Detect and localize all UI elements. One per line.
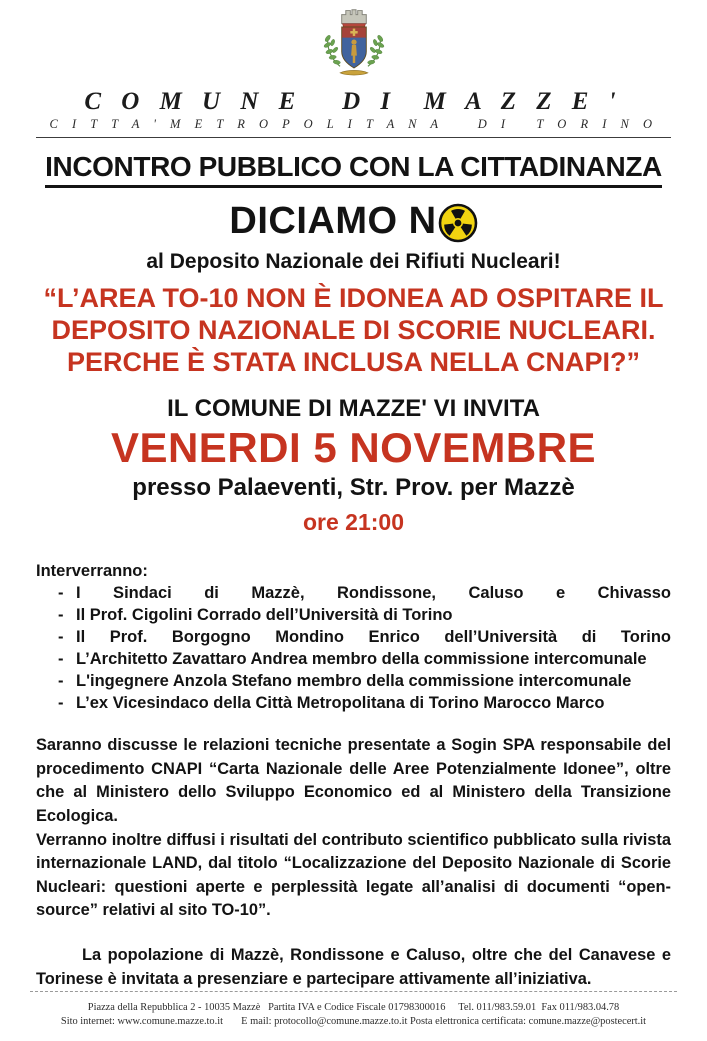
footer-divider: [30, 991, 677, 992]
bullet-dash: -: [58, 672, 64, 691]
body-paragraph-1: Saranno discusse le relazioni tecniche presentate a Sogin SPA responsabile del procedimento CNAPI “Carta Nazionale delle Aree Potenzialmente Idonee”, oltre che al Ministero dello Sviluppo Economico ed al Ministero della Transizione Ecologica.: [36, 736, 671, 825]
scroll-shape: [340, 70, 368, 75]
bullet-dash: -: [58, 584, 64, 603]
speaker-name: L’ex Vicesindaco della Città Metropolitana di Torino Marocco Marco: [76, 694, 605, 713]
speakers-heading: Interverranno:: [36, 562, 148, 581]
list-item: [36, 693, 671, 715]
list-item: [36, 627, 671, 649]
crown-shape: [341, 10, 366, 24]
footer-address-line: Piazza della Repubblica 2 - 10035 Mazzè Partita IVA e Codice Fiscale 01798300016 Tel. 011/983.59.01 Fax 011/983.04.78: [87, 1002, 620, 1014]
closing-paragraph: La popolazione di Mazzè, Rondissone e Caluso, oltre che del Canavese e Torinese è invitata a presenziare e partecipare attivamente all’iniziativa.: [36, 946, 671, 988]
bullet-dash: -: [58, 694, 64, 713]
speaker-name: L’Architetto Zavattaro Andrea membro della commissione intercomunale: [76, 650, 647, 669]
banner: [36, 151, 671, 188]
letterhead: [36, 4, 671, 138]
laurel-branch-right: [367, 34, 384, 66]
quote-line-3: PERCHE È STATA INCLUSA NELLA CNAPI?”: [67, 347, 640, 378]
event-venue: presso Palaeventi, Str. Prov. per Mazzè: [132, 474, 575, 502]
speakers-list: [36, 583, 671, 715]
invitation-intro: IL COMUNE DI MAZZE' VI INVITA: [167, 395, 540, 423]
speaker-name: I Sindaci di Mazzè, Rondissone, Caluso e Chivasso: [76, 584, 671, 603]
quote-block: [36, 282, 671, 378]
quote-line-2: DEPOSITO NAZIONALE DI SCORIE NUCLEARI.: [51, 315, 656, 346]
quote-line-1: “L’AREA TO-10 NON È IDONEA AD OSPITARE IL: [43, 283, 664, 313]
speaker-name: L'ingegnere Anzola Stefano membro della commissione intercomunale: [76, 672, 632, 691]
list-item: [36, 671, 671, 693]
slogan: [36, 200, 671, 243]
footer: [36, 991, 671, 1041]
radiation-icon: [438, 203, 478, 243]
footer-contacts-line: Sito internet: www.comune.mazze.to.it E mail: protocollo@comune.mazze.to.it Posta elettronica certificata: comune.mazze@postecert.it: [60, 1016, 647, 1028]
list-item: [36, 649, 671, 671]
municipality-name: C O M U N E D I M A Z Z E ': [84, 88, 623, 115]
body-paragraph-2: Verranno inoltre diffusi i risultati del contributo scientifico pubblicato sulla rivista internazionale LAND, dal titolo “Localizzazione del Deposito Nazionale di Scorie Nucleari: questioni aperte e perplessità legate all’analisi di documenti “open-source” relativi al sito TO-10”.: [36, 830, 671, 920]
event-time: ore 21:00: [302, 509, 404, 536]
event-date: VENERDI 5 NOVEMBRE: [110, 424, 597, 472]
body-text: [36, 734, 671, 991]
speaker-name: Il Prof. Cigolini Corrado dell’Università di Torino: [76, 606, 453, 625]
bullet-dash: -: [58, 628, 64, 647]
shield-shape: [341, 27, 366, 70]
speaker-name: Il Prof. Borgogno Mondino Enrico dell’Università di Torino: [76, 628, 671, 647]
laurel-branch-left: [323, 34, 340, 66]
speakers-section: [36, 562, 671, 715]
bullet-dash: -: [58, 606, 64, 625]
bullet-dash: -: [58, 650, 64, 669]
slogan-subtitle: al Deposito Nazionale dei Rifiuti Nucleari!: [146, 250, 561, 273]
list-item: [36, 583, 671, 605]
slogan-text: DICIAMO N: [229, 200, 437, 242]
coat-of-arms-icon: [291, 4, 417, 86]
banner-title: INCONTRO PUBBLICO CON LA CITTADINANZA: [45, 151, 662, 188]
list-item: [36, 605, 671, 627]
municipality-subtitle: C I T T A ' M E T R O P O L I T A N A D I T O R I N O: [49, 117, 658, 131]
letterhead-divider: [36, 137, 671, 138]
